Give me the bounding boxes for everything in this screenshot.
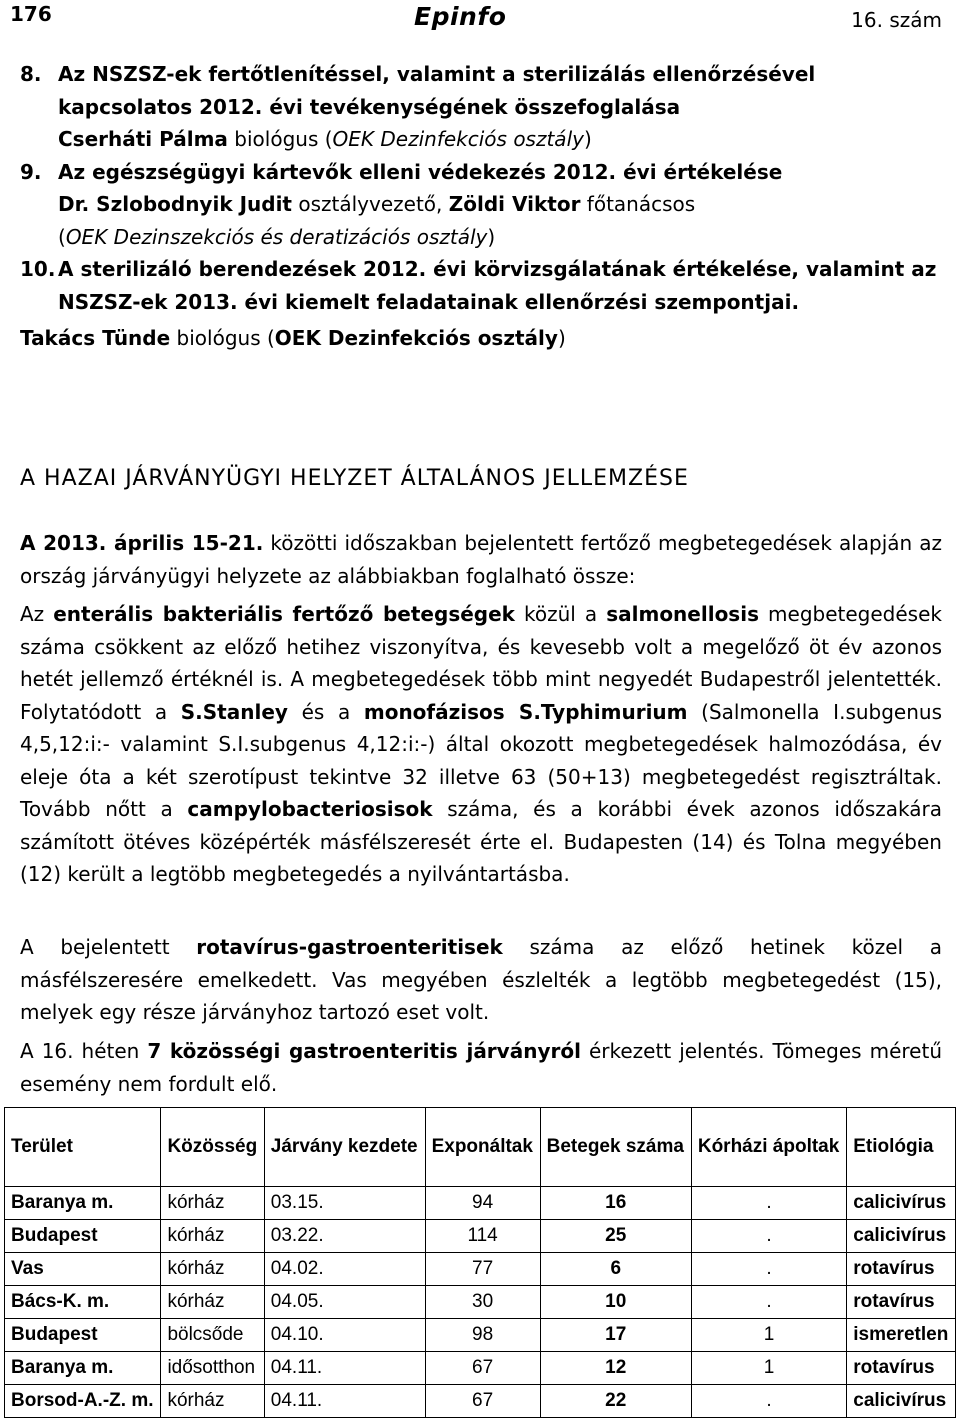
table-cell: 12 <box>540 1352 691 1385</box>
agenda-title: Az NSZSZ-ek fertőtlenítéssel, valamint a sterilizálás ellenőrzésével kapcsolatos 2012. évi tevékenységének összefoglalása <box>58 62 816 119</box>
table-cell: 30 <box>425 1286 540 1319</box>
table-cell: 04.02. <box>264 1253 425 1286</box>
table-cell: 04.11. <box>264 1352 425 1385</box>
table-cell: 22 <box>540 1385 691 1418</box>
agenda-number: 9. <box>20 159 42 184</box>
table-cell: kórház <box>161 1385 264 1418</box>
agenda-title: A sterilizáló berendezések 2012. évi körvizsgálatának értékelése, valamint az NSZSZ-ek 2013. évi kiemelt feladatainak ellenőrzési szempontjai. <box>58 257 937 314</box>
table-cell: 67 <box>425 1352 540 1385</box>
table-row <box>5 1187 956 1220</box>
agenda-org: (OEK Dezinszekciós és deratizációs osztály) <box>58 224 496 249</box>
page-header <box>0 0 960 50</box>
table-cell: 94 <box>425 1187 540 1220</box>
table-cell: idősotthon <box>161 1352 264 1385</box>
table-cell: 16 <box>540 1187 691 1220</box>
column-header: Betegek száma <box>540 1108 691 1187</box>
table-cell: calicivírus <box>847 1385 956 1418</box>
agenda-item-8 <box>20 58 940 156</box>
agenda-presenter: Dr. Szlobodnyik Judit osztályvezető, Zöldi Viktor főtanácsos <box>58 192 696 216</box>
table-cell: 1 <box>691 1352 846 1385</box>
table-cell: 03.15. <box>264 1187 425 1220</box>
paragraph-rotavirus: A bejelentett rotavírus-gastroenteritisek száma az előző hetinek közel a másfélszeresére emelkedett. Vas megyében észlelték a legtöbb megbetegedést (15), melyek egy része járványhoz tartozó eset volt. <box>20 935 942 1024</box>
table-cell: Borsod-A.-Z. m. <box>5 1385 161 1418</box>
table-cell: 67 <box>425 1385 540 1418</box>
agenda-number: 8. <box>20 62 42 86</box>
paragraph-enteral: Az enterális bakteriális fertőző betegségek közül a salmonellosis megbetegedések száma csökkent az előző hetihez viszonyítva, és kevesebb volt a megelőző öt év azonos hetét jellemző értéknél is. A megbetegedések több mint negyedét Budapestről jelentették. Folytatódott a S.Stanley és a monofázisos S.Typhimurium (Salmonella I.subgenus 4,5,12:i:- valamint S.I.subgenus 4,12:i:-) által okozott megbetegedések halmozódása, év eleje óta a két szerotípust tekintve 32 illetve 63 (50+13) megbetegedést regisztráltak. Tovább nőtt a campylobacteriosisok száma, és a korábbi évek azonos időszakára számított ötéves középérték másfélszeresét érte el. Budapesten (14) és Tolna megyében (12) került a legtöbb megbetegedés a nyilvántartásba. <box>20 602 943 886</box>
table-cell: . <box>691 1253 846 1286</box>
table-cell: rotavírus <box>847 1286 956 1319</box>
agenda-number: 10. <box>20 257 56 281</box>
table-row <box>5 1253 956 1286</box>
table-cell: 25 <box>540 1220 691 1253</box>
table-cell: . <box>691 1286 846 1319</box>
column-header: Terület <box>5 1108 161 1187</box>
table-row <box>5 1319 956 1352</box>
agenda-presenter: Takács Tünde biológus (OEK Dezinfekciós osztály) <box>20 326 566 350</box>
table-cell: 04.05. <box>264 1286 425 1319</box>
section-title: A HAZAI JÁRVÁNYÜGYI HELYZET ÁLTALÁNOS JELLEMZÉSE <box>20 466 689 491</box>
table-row <box>5 1220 956 1253</box>
table-cell: 03.22. <box>264 1220 425 1253</box>
table-cell: Baranya m. <box>5 1352 161 1385</box>
table-cell: 114 <box>425 1220 540 1253</box>
table-cell: 10 <box>540 1286 691 1319</box>
table-cell: kórház <box>161 1253 264 1286</box>
table-cell: kórház <box>161 1220 264 1253</box>
table-cell: Vas <box>5 1253 161 1286</box>
agenda-title: Az egészségügyi kártevők elleni védekezés 2012. évi értékelése <box>58 159 783 184</box>
table-cell: Baranya m. <box>5 1187 161 1220</box>
table-cell: 04.11. <box>264 1385 425 1418</box>
table-cell: 17 <box>540 1319 691 1352</box>
table-cell: rotavírus <box>847 1352 956 1385</box>
table-cell: calicivírus <box>847 1220 956 1253</box>
issue-number: 16. szám <box>851 8 942 32</box>
table-cell: kórház <box>161 1187 264 1220</box>
outbreaks-table <box>4 1107 956 1418</box>
table-cell: kórház <box>161 1286 264 1319</box>
table-row <box>5 1286 956 1319</box>
table-cell: 98 <box>425 1319 540 1352</box>
table-cell: ismeretlen <box>847 1319 956 1352</box>
agenda-item-10 <box>20 253 940 355</box>
table-row <box>5 1352 956 1385</box>
table-cell: Budapest <box>5 1319 161 1352</box>
agenda-item-9 <box>20 156 940 254</box>
column-header: Közösség <box>161 1108 264 1187</box>
table-cell: . <box>691 1187 846 1220</box>
column-header: Etiológia <box>847 1108 956 1187</box>
table-cell: . <box>691 1385 846 1418</box>
column-header: Exponáltak <box>425 1108 540 1187</box>
paragraph-outbreaks: A 16. héten 7 közösségi gastroenteritis járványról érkezett jelentés. Tömeges méretű esemény nem fordult elő. <box>20 1039 942 1096</box>
table-cell: rotavírus <box>847 1253 956 1286</box>
agenda-presenter: Cserháti Pálma biológus (OEK Dezinfekciós osztály) <box>58 127 592 151</box>
table-row <box>5 1385 956 1418</box>
table-cell: Budapest <box>5 1220 161 1253</box>
column-header: Járvány kezdete <box>264 1108 425 1187</box>
page-number: 176 <box>10 2 52 26</box>
table-header-row <box>5 1108 956 1187</box>
table-cell: 04.10. <box>264 1319 425 1352</box>
table-cell: bölcsőde <box>161 1319 264 1352</box>
column-header: Kórházi ápoltak <box>691 1108 846 1187</box>
paragraph-intro: A 2013. április 15-21. közötti időszakban bejelentett fertőző megbetegedések alapján az ország járványügyi helyzete az alábbiakban foglalható össze: <box>20 531 942 588</box>
table-cell: calicivírus <box>847 1187 956 1220</box>
table-cell: . <box>691 1220 846 1253</box>
table-cell: Bács-K. m. <box>5 1286 161 1319</box>
table-cell: 77 <box>425 1253 540 1286</box>
table-cell: 1 <box>691 1319 846 1352</box>
agenda-list <box>20 58 940 355</box>
epinfo-logo: Epinfo <box>414 2 507 31</box>
table-cell: 6 <box>540 1253 691 1286</box>
